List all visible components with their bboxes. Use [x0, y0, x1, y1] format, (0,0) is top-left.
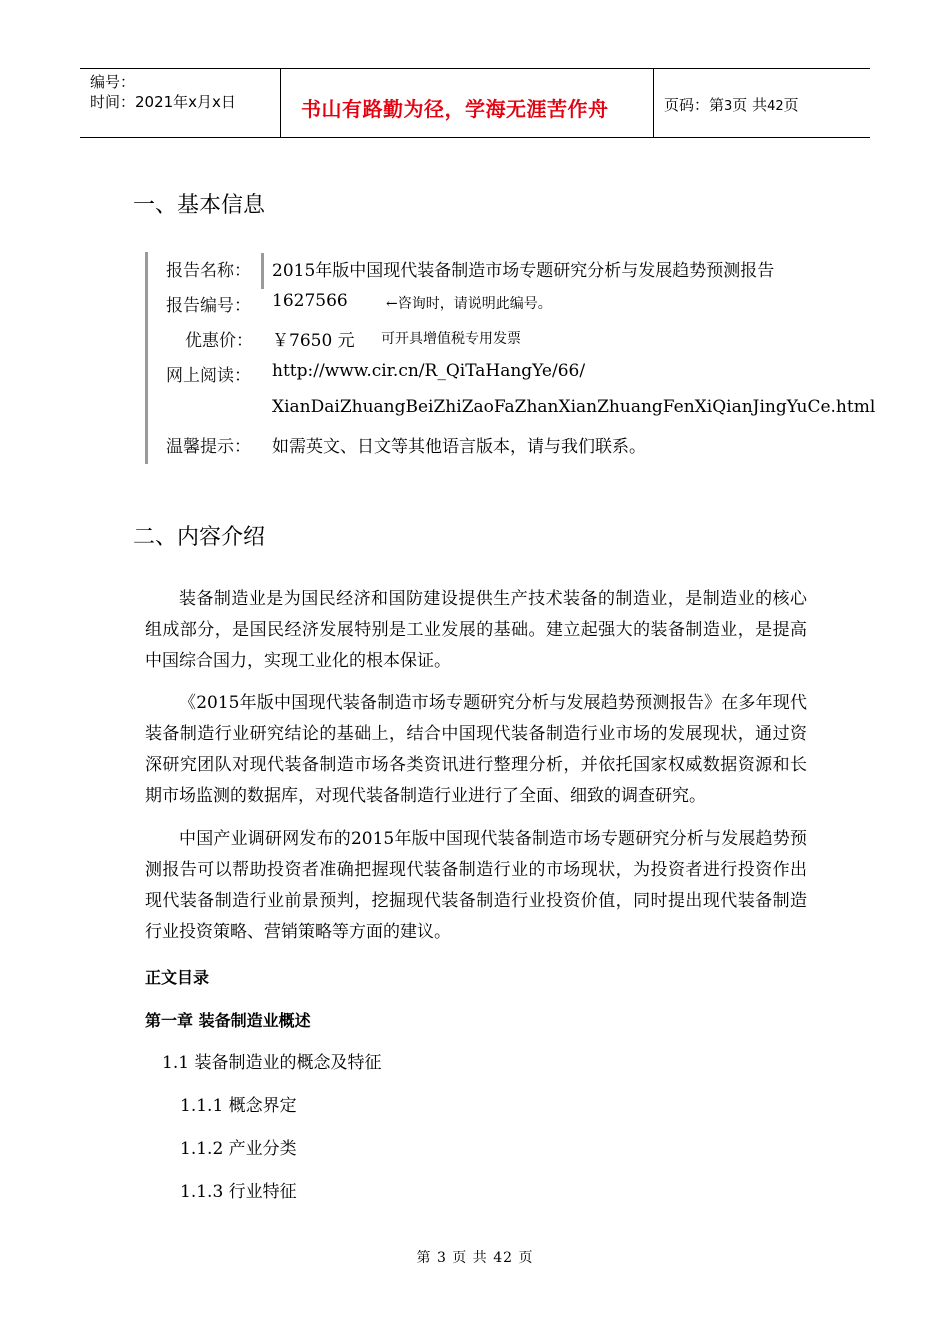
intro-paragraph-1: 装备制造业是为国民经济和国防建设提供生产技术装备的制造业，是制造业的核心组成部分，是国民经济发展特别是工业发展的基础。建立起强大的装备制造业，是提高中国综合国力，实现工业化的根本保证。 — [145, 589, 807, 671]
page-header — [80, 68, 870, 138]
info-row-code — [148, 287, 828, 317]
toc-heading: 正文目录 — [145, 968, 210, 987]
info-row-name — [148, 252, 828, 282]
section-title-content-intro: 二、内容介绍 — [133, 525, 266, 550]
toc-section-1-1-3[interactable]: 1.1.3 行业特征 — [180, 1182, 297, 1202]
price-note: 可开具增值税专用发票 — [381, 331, 521, 347]
page-total: 42 — [767, 99, 784, 114]
online-read-link-line2[interactable]: XianDaiZhuangBeiZhiZaoFaZhanXianZhuangFenXiQianJingYuCe.html — [272, 397, 876, 417]
section-title-basic-info: 一、基本信息 — [133, 193, 266, 218]
info-row-price — [148, 322, 828, 352]
info-row-url-2 — [148, 393, 876, 423]
price-label: 优惠价： — [185, 331, 253, 351]
toc-section-1-1-1[interactable]: 1.1.1 概念界定 — [180, 1096, 297, 1116]
divider-bar — [261, 253, 264, 289]
header-page-cell — [654, 69, 870, 137]
info-row-tip — [148, 428, 828, 458]
online-read-label: 网上阅读： — [166, 366, 251, 386]
tip-label: 温馨提示： — [166, 437, 251, 457]
report-code-note: ←咨询时，请说明此编号。 — [386, 296, 552, 312]
toc-chapter-1[interactable]: 第一章 装备制造业概述 — [145, 1011, 311, 1030]
online-read-link-line1[interactable]: http://www.cir.cn/R_QiTaHangYe/66/ — [272, 361, 586, 381]
intro-paragraph-2: 《2015年版中国现代装备制造市场专题研究分析与发展趋势预测报告》在多年现代装备制造行业研究结论的基础上，结合中国现代装备制造行业市场的发展现状，通过资深研究团队对现代装备制造市场各类资讯进行整理分析，并依托国家权威数据资源和长期市场监测的数据库，对现代装备制造行业进行了全面、细致的调查研究。 — [145, 693, 807, 806]
price-value: ￥7650 元 — [272, 331, 355, 351]
header-meta-cell — [80, 69, 281, 137]
tip-value: 如需英文、日文等其他语言版本，请与我们联系。 — [272, 437, 646, 457]
doc-number-label: 编号： — [90, 73, 136, 91]
report-name-label: 报告名称： — [166, 261, 251, 281]
header-motto-cell — [281, 69, 654, 137]
header-page-number — [664, 94, 799, 115]
page-mid: 页 共 — [732, 96, 768, 114]
page-label: 页码：第 — [664, 96, 725, 114]
info-row-url — [148, 357, 828, 387]
page-current: 3 — [724, 99, 733, 114]
toc-section-1-1-2[interactable]: 1.1.2 产业分类 — [180, 1139, 297, 1159]
toc-section-1-1[interactable]: 1.1 装备制造业的概念及特征 — [162, 1053, 382, 1073]
report-code-value: 1627566 — [272, 291, 348, 311]
page-suffix: 页 — [783, 96, 799, 114]
report-code-label: 报告编号： — [166, 296, 251, 316]
doc-date: 时间：2021年x月x日 — [90, 93, 236, 111]
intro-paragraph-3: 中国产业调研网发布的2015年版中国现代装备制造市场专题研究分析与发展趋势预测报告可以帮助投资者准确把握现代装备制造行业的市场现状，为投资者进行投资作出现代装备制造行业前景预判，挖掘现代装备制造行业投资价值，同时提出现代装备制造行业投资策略、营销策略等方面的建议。 — [145, 829, 807, 942]
report-name-value: 2015年版中国现代装备制造市场专题研究分析与发展趋势预测报告 — [272, 261, 775, 281]
info-block — [145, 252, 876, 464]
page-footer: 第 3 页 共 42 页 — [416, 1250, 534, 1266]
header-motto: 书山有路勤为径，学海无涯苦作舟 — [301, 97, 609, 121]
